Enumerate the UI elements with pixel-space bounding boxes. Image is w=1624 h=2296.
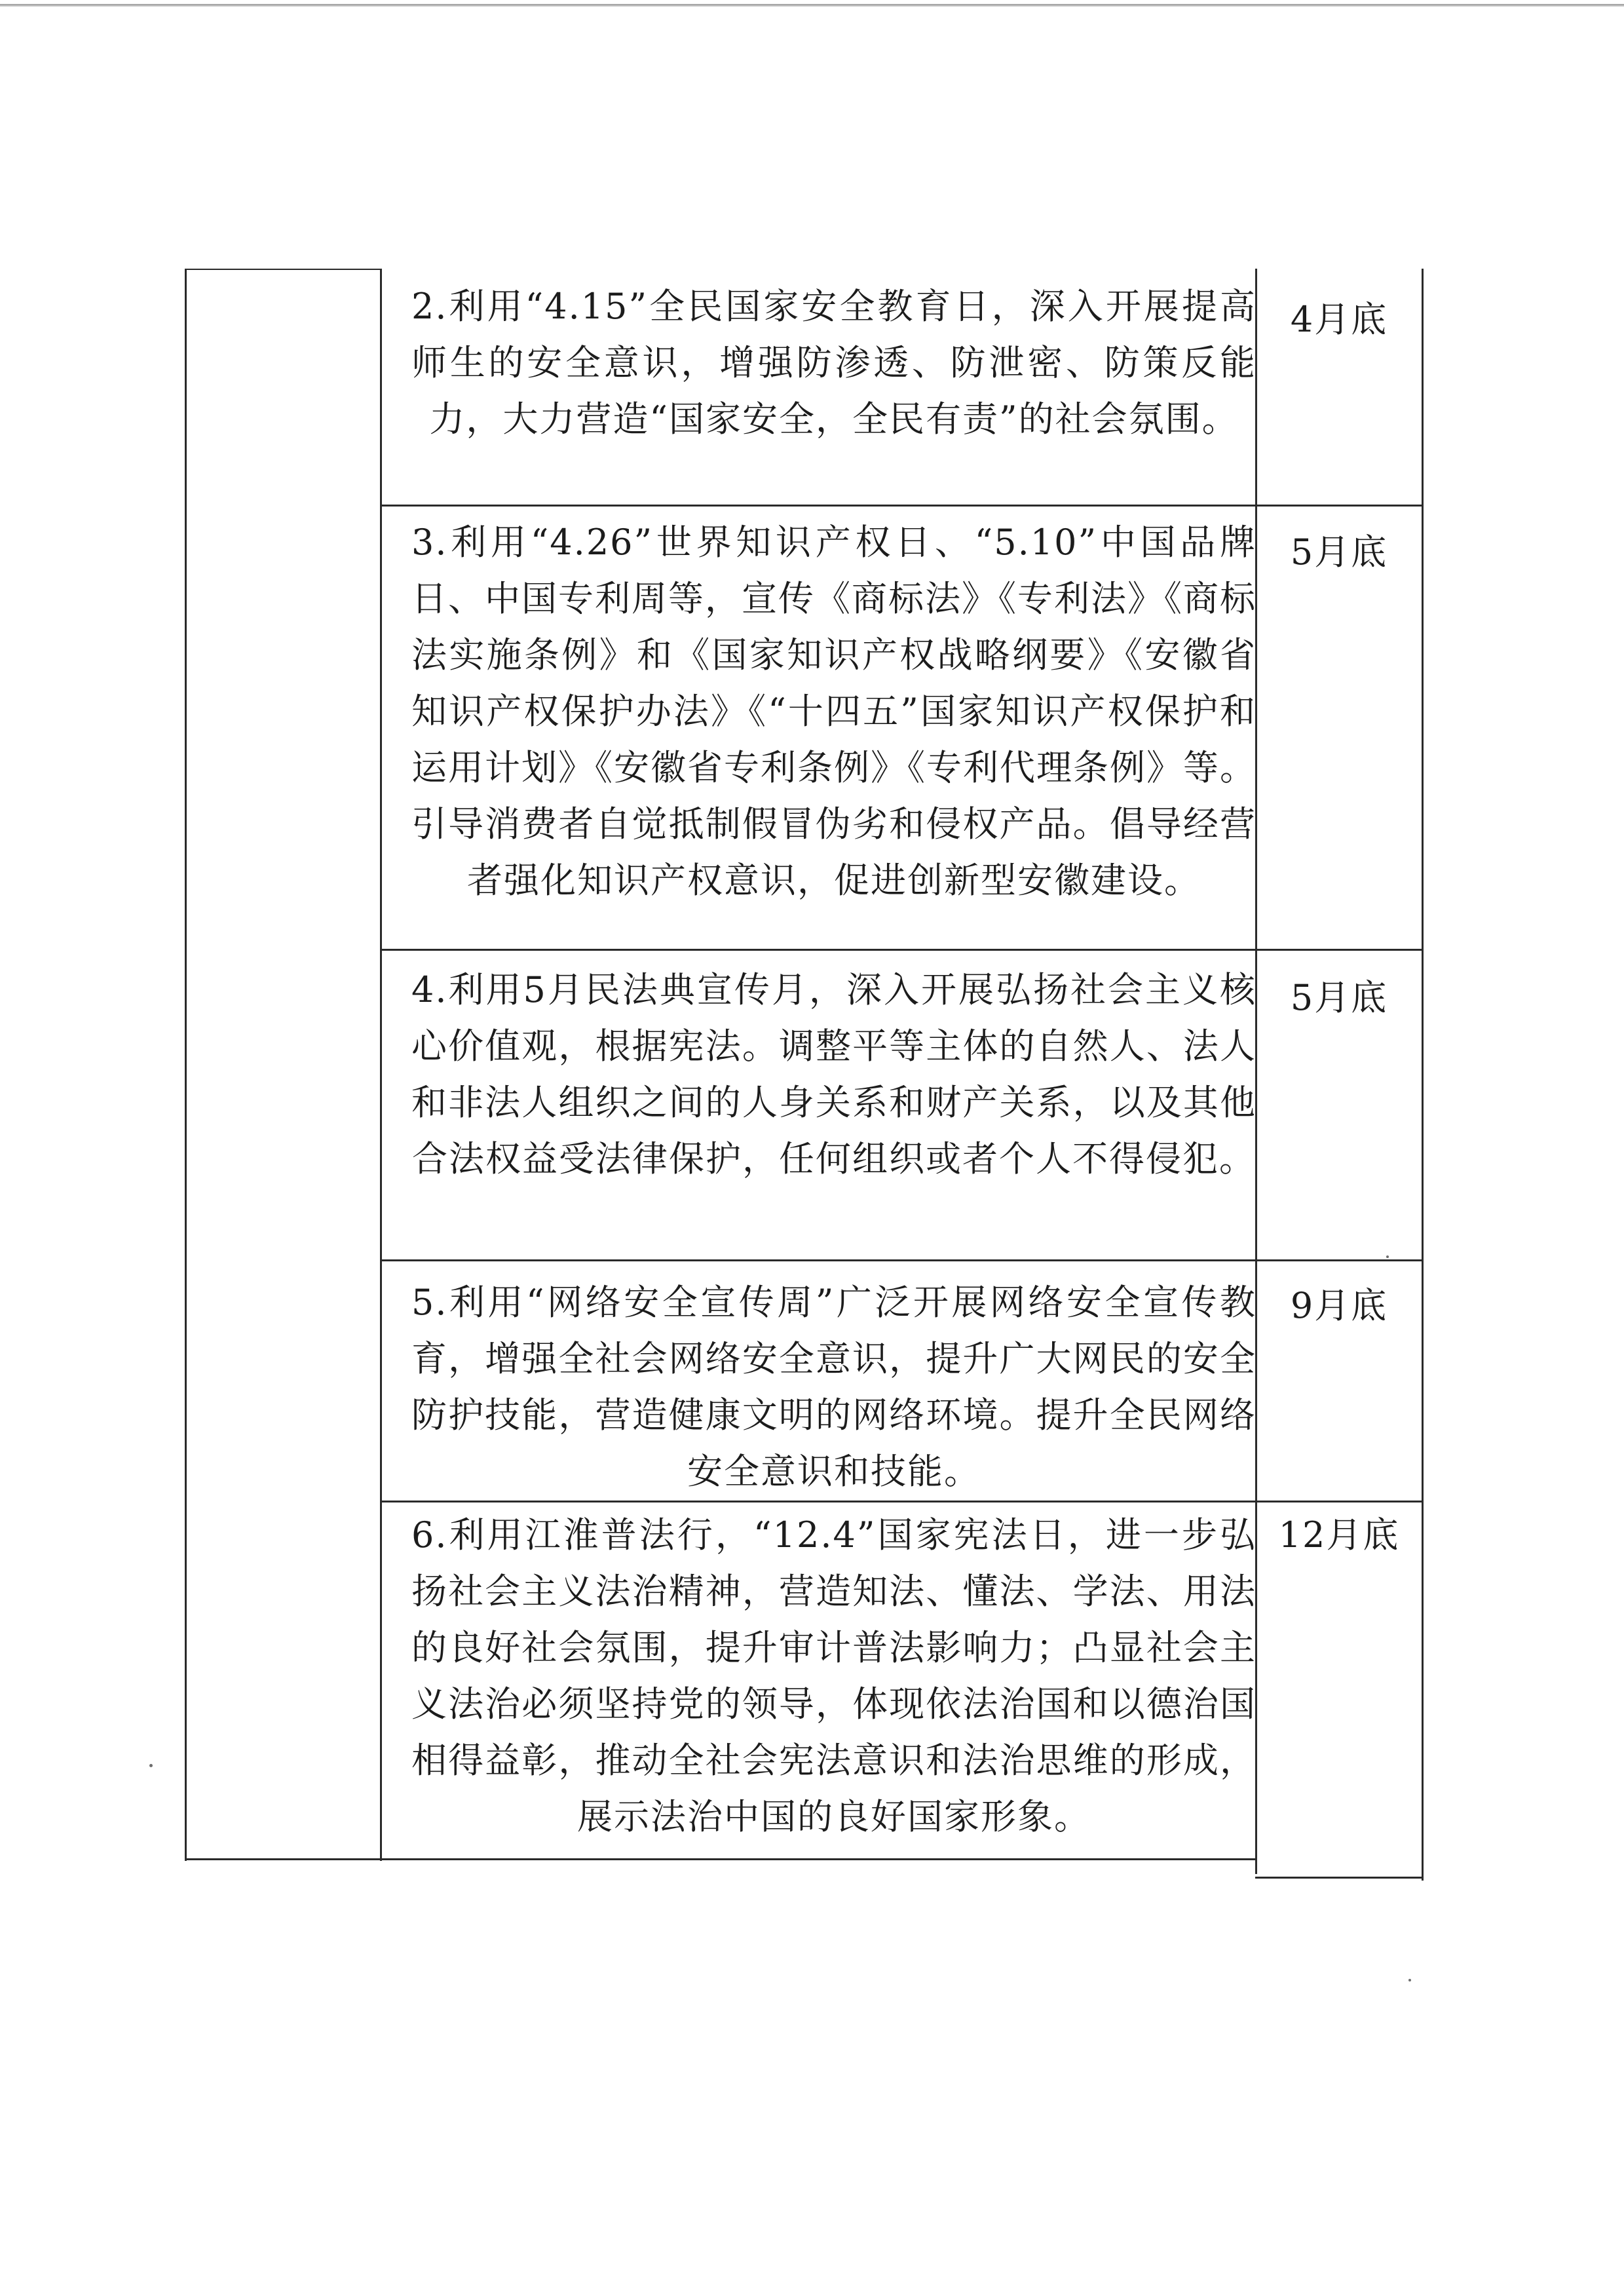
table-border-bottom-right [1255, 1877, 1424, 1879]
item-text: 4.利用5月民法典宣传月，深入开展弘扬社会主义核心价值观，根据宪法。调整平等主体的自然人、法人和非法人组织之间的人身关系和财产关系，以及其他合法权益受法律保护，任何组织或者个人不得侵犯。 [411, 969, 1256, 1179]
deadline-cell: 9月底 [1290, 1285, 1388, 1326]
item-text: 5.利用“网络安全宣传周”广泛开展网络安全宣传教育，增强全社会网络安全意识，提升广大网民的安全防护技能，营造健康文明的网络环境。提升全民网络安全意识和技能。 [411, 1282, 1256, 1492]
item-text: 3.利用“4.26”世界知识产权日、“5.10”中国品牌日、中国专利周等，宣传《商标法》《专利法》《商标法实施条例》和《国家知识产权战略纲要》《安徽省知识产权保护办法》《“十四五”国家知识产权保护和运用计划》《安徽省专利条例》《专利代理条例》等。引导消费者自觉抵制假冒伪劣和侵权产品。倡导经营者强化知识产权意识，促进创新型安徽建设。 [411, 522, 1256, 901]
table-border-right [1422, 269, 1424, 1881]
item-text: 6.利用江淮普法行，“12.4”国家宪法日，进一步弘扬社会主义法治精神，营造知法、懂法、学法、用法的良好社会氛围，提升审计普法影响力；凸显社会主义法治必须坚持党的领导，体现依法治国和以德治国相得益彰，推动全社会宪法意识和法治思维的形成，展示法治中国的良好国家形象。 [411, 1514, 1256, 1837]
scan-edge-line [0, 4, 1624, 7]
deadline-cell: 4月底 [1290, 299, 1388, 340]
scan-speck [1408, 1979, 1411, 1981]
row-separator-2 [380, 949, 1424, 951]
row-separator-4 [380, 1501, 1424, 1502]
table-row [411, 962, 1256, 1187]
scan-speck [149, 1764, 153, 1767]
table-row [411, 514, 1256, 909]
row-separator-1 [380, 505, 1424, 507]
deadline-cell: 5月底 [1290, 531, 1388, 573]
table-border-top [185, 269, 380, 270]
deadline-cell: 5月底 [1290, 977, 1388, 1018]
table-divider-1 [380, 269, 382, 1861]
table-row [411, 278, 1256, 448]
table-border-bottom-left [185, 1858, 1256, 1860]
table-border-left [185, 269, 187, 1861]
scan-speck [1386, 1255, 1389, 1258]
deadline-cell: 12月底 [1278, 1514, 1400, 1556]
item-text: 2.利用“4.15”全民国家安全教育日，深入开展提高师生的安全意识，增强防渗透、防泄密、防策反能力，大力营造“国家安全，全民有责”的社会氛围。 [411, 286, 1256, 440]
table-row [411, 1507, 1256, 1845]
table-row [411, 1274, 1256, 1500]
row-separator-3 [380, 1259, 1424, 1261]
